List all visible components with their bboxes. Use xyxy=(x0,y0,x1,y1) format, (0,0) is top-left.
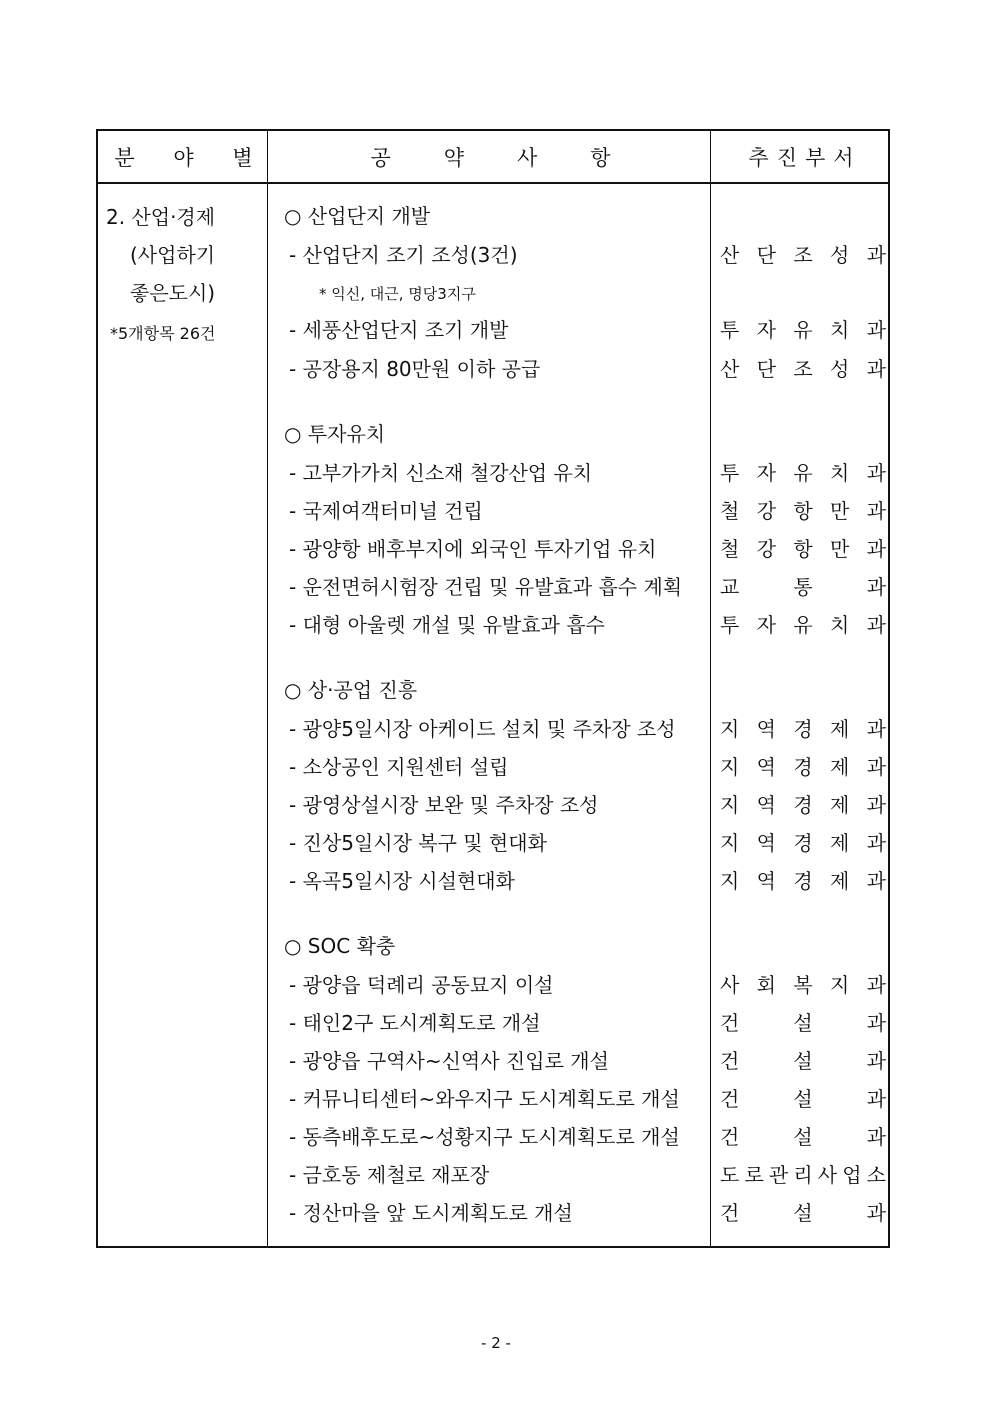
header-divider xyxy=(98,182,888,184)
pledge-item: - 광양읍 덕례리 공동묘지 이설 xyxy=(289,973,554,997)
header-pledge-char: 약 xyxy=(443,145,465,170)
pledge-item: - 공장용지 80만원 이하 공급 xyxy=(289,357,541,381)
pledge-item: - 고부가가치 신소재 철강산업 유치 xyxy=(289,461,593,485)
department-cell: 철 강 항 만 과 xyxy=(720,537,886,561)
category-title: 2. 산업·경제 xyxy=(106,205,216,229)
department-cell: 사 회 복 지 과 xyxy=(720,973,886,997)
department-cell: 도 로 관 리 사 업 소 xyxy=(720,1163,886,1187)
department-cell: 건 설 과 xyxy=(720,1125,886,1149)
pledge-item: - 광양항 배후부지에 외국인 투자기업 유치 xyxy=(289,537,657,561)
department-cell: 산 단 조 성 과 xyxy=(720,357,886,381)
department-cell: 건 설 과 xyxy=(720,1011,886,1035)
pledge-item: - 커뮤니티센터~와우지구 도시계획도로 개설 xyxy=(289,1087,680,1111)
department-cell: 교 통 과 xyxy=(720,575,886,599)
pledge-item: - 광양5일시장 아케이드 설치 및 주차장 조성 xyxy=(289,717,676,741)
section-heading: ○ 산업단지 개발 xyxy=(284,204,431,228)
header-pledge-char: 공 xyxy=(370,145,391,170)
department-cell: 지 역 경 제 과 xyxy=(720,755,886,779)
pledge-item: - 산업단지 조기 조성(3건) xyxy=(289,243,518,267)
pledge-item: - 광양읍 구역사~신역사 진입로 개설 xyxy=(289,1049,609,1073)
department-cell: 산 단 조 성 과 xyxy=(720,243,886,267)
department-cell: 지 역 경 제 과 xyxy=(720,869,886,893)
department-cell: 투 자 유 치 과 xyxy=(720,318,886,342)
department-cell: 투 자 유 치 과 xyxy=(720,461,886,485)
department-cell: 지 역 경 제 과 xyxy=(720,793,886,817)
pledge-item: - 세풍산업단지 조기 개발 xyxy=(289,318,509,342)
header-pledge xyxy=(269,131,712,182)
section-heading: ○ 상·공업 진흥 xyxy=(284,678,418,702)
pledge-item: - 옥곡5일시장 시설현대화 xyxy=(289,869,515,893)
section-heading: ○ 투자유치 xyxy=(284,422,386,446)
pledge-item: - 태인2구 도시계획도로 개설 xyxy=(289,1011,541,1035)
pledge-item: - 소상공인 지원센터 설립 xyxy=(289,755,509,779)
department-cell: 건 설 과 xyxy=(720,1087,886,1111)
department-cell: 지 역 경 제 과 xyxy=(720,831,886,855)
header-pledge-char: 항 xyxy=(590,145,611,170)
header-department: 추진부서 xyxy=(748,145,862,170)
page-number: - 2 - xyxy=(481,1334,511,1352)
pledge-item: - 대형 아울렛 개설 및 유발효과 흡수 xyxy=(289,613,605,637)
item-note: * 익신, 대근, 명당3지구 xyxy=(319,285,476,303)
pledge-item: - 운전면허시험장 건립 및 유발효과 흡수 계획 xyxy=(289,575,683,599)
pledge-item: - 금호동 제철로 재포장 xyxy=(289,1163,490,1187)
pledge-item: - 동측배후도로~성황지구 도시계획도로 개설 xyxy=(289,1125,680,1149)
header-pledge-char: 사 xyxy=(516,145,538,170)
category-note: *5개항목 26건 xyxy=(110,324,216,343)
department-cell: 투 자 유 치 과 xyxy=(720,613,886,637)
pledge-item: - 광영상설시장 보완 및 주차장 조성 xyxy=(289,793,599,817)
department-cell: 지 역 경 제 과 xyxy=(720,717,886,741)
pledge-item: - 진상5일시장 복구 및 현대화 xyxy=(289,831,547,855)
pledge-table xyxy=(96,129,890,1248)
category-subtitle: 좋은도시) xyxy=(130,281,216,305)
pledge-item: - 국제여객터미널 건립 xyxy=(289,499,483,523)
department-cell: 철 강 항 만 과 xyxy=(720,499,886,523)
column-divider xyxy=(710,131,711,1246)
column-divider xyxy=(267,131,268,1246)
header-field: 분 야 별 xyxy=(114,145,269,170)
pledge-item: - 정산마을 앞 도시계획도로 개설 xyxy=(289,1201,573,1225)
department-cell: 건 설 과 xyxy=(720,1201,886,1225)
category-subtitle: (사업하기 xyxy=(130,243,216,267)
section-heading: ○ SOC 확충 xyxy=(284,934,396,958)
department-cell: 건 설 과 xyxy=(720,1049,886,1073)
